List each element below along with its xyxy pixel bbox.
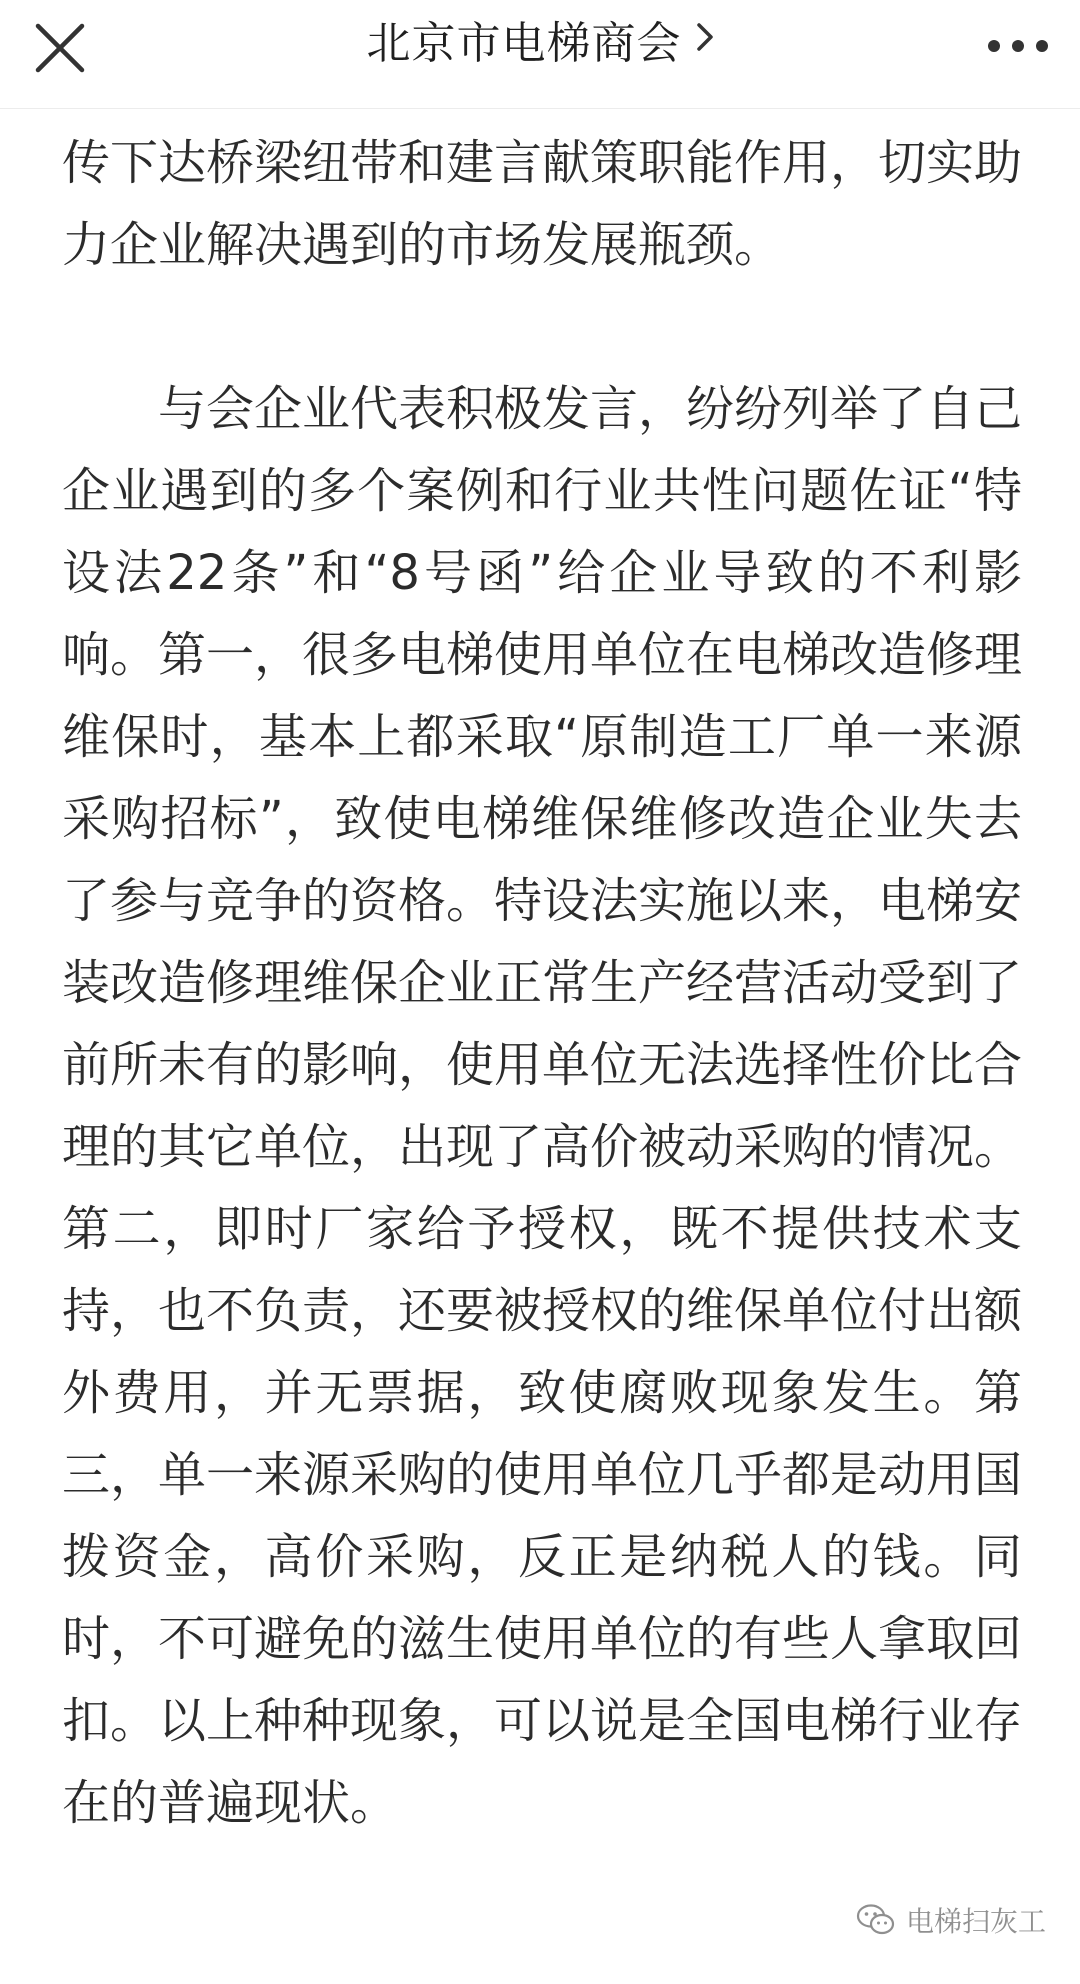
article-paragraph-1: 传下达桥梁纽带和建言献策职能作用，切实助力企业解决遇到的市场发展瓶颈。 (62, 135, 1023, 273)
close-icon (28, 16, 92, 80)
account-name: 北京市电梯商会 (366, 18, 682, 69)
article-body (62, 122, 1022, 1844)
paragraph-gap (62, 286, 1022, 368)
watermark-text: 电梯扫灰工 (905, 1905, 1046, 1938)
more-options-button[interactable] (980, 14, 1056, 78)
article-paragraph-2: 与会企业代表积极发言，纷纷列举了自己企业遇到的多个案例和行业共性问题佐证“特设法22条”和“8号函”给企业导致的不利影响。第一，很多电梯使用单位在电梯改造修理维保时，基本上都采取“原制造工厂单一来源采购招标”，致使电梯维保维修改造企业失去了参与竞争的资格。特设法实施以来，电梯安装改造修理维保企业正常生产经营活动受到了前所未有的影响，使用单位无法选择性价比合理的其它单位，出现了高价被动采购的情况。第二，即时厂家给予授权，既不提供技术支持，也不负责，还要被授权的维保单位付出额外费用，并无票据，致使腐败现象发生。第三，单一来源采购的使用单位几乎都是动用国拨资金，高价采购，反正是纳税人的钱。同时，不可避免的滋生使用单位的有些人拿取回扣。以上种种现象，可以说是全国电梯行业存在的普遍现状。 (62, 381, 1023, 1831)
account-title-link[interactable] (220, 0, 860, 78)
account-watermark (856, 1900, 1046, 1940)
chevron-right-icon (696, 22, 714, 56)
close-button[interactable] (28, 16, 92, 80)
top-navigation-bar (0, 0, 1080, 109)
wechat-icon (856, 1903, 896, 1937)
more-dots-icon (980, 14, 1056, 78)
